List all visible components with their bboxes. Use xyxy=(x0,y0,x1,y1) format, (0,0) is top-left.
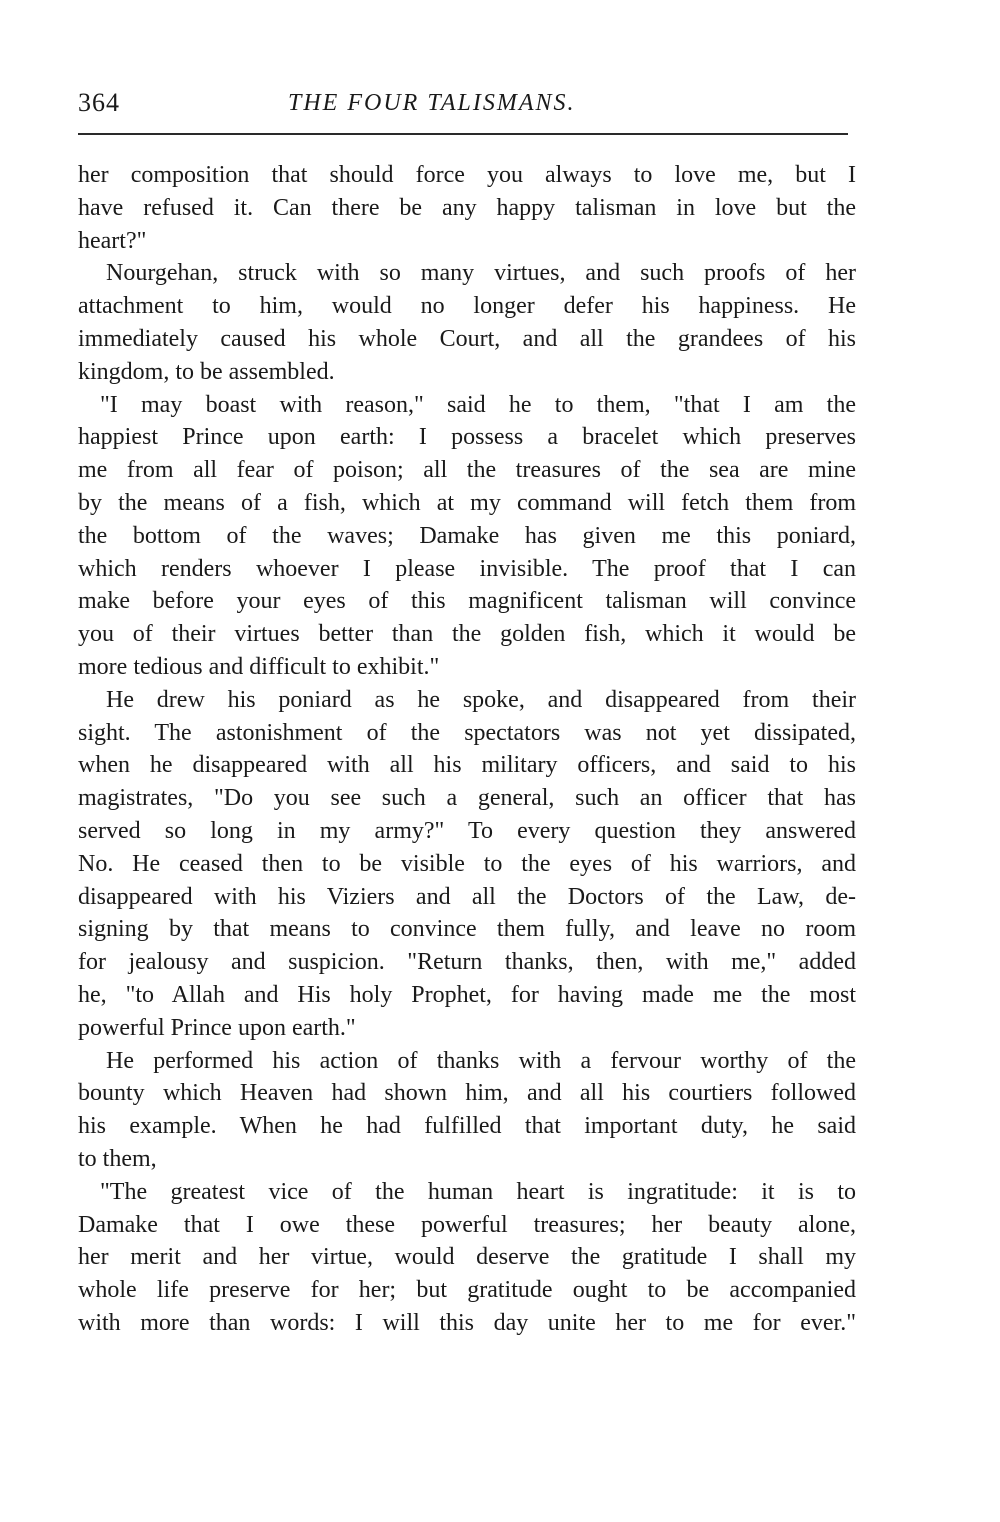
text-line: to them, xyxy=(78,1145,157,1172)
text-line: when he disappeared with all his military officers, and said to his xyxy=(78,752,856,779)
text-line: Nourgehan, struck with so many virtues, and such proofs of her xyxy=(106,260,856,287)
text-line: the bottom of the waves; Damake has given me this poniard, xyxy=(78,522,856,549)
text-line: heart?" xyxy=(78,227,147,254)
text-line: you of their virtues better than the golden fish, which it would be xyxy=(78,621,856,648)
text-line: He drew his poniard as he spoke, and disappeared from their xyxy=(106,686,856,713)
text-line: "I may boast with reason," said he to them, "that I am the xyxy=(100,391,856,418)
text-line: his example. When he had fulfilled that important duty, he said xyxy=(78,1113,856,1140)
text-line: Damake that I owe these powerful treasures; her beauty alone, xyxy=(78,1211,856,1238)
text-line: her composition that should force you always to love me, but I xyxy=(78,162,856,188)
text-line: more tedious and difficult to exhibit." xyxy=(78,653,440,680)
text-line: disappeared with his Viziers and all the Doctors of the Law, de- xyxy=(78,883,856,910)
text-line: "The greatest vice of the human heart is ingratitude: it is to xyxy=(100,1178,856,1205)
text-line: happiest Prince upon earth: I possess a bracelet which preserves xyxy=(78,424,856,451)
text-line: have refused it. Can there be any happy talisman in love but the xyxy=(78,194,856,221)
text-line: her merit and her virtue, would deserve the gratitude I shall my xyxy=(78,1244,856,1271)
text-line: for jealousy and suspicion. "Return thanks, then, with me," added xyxy=(78,949,856,976)
text-line: with more than words: I will this day unite her to me for ever." xyxy=(78,1309,856,1336)
text-line: me from all fear of poison; all the treasures of the sea are mine xyxy=(78,457,856,484)
page-number: 364 xyxy=(78,88,120,117)
text-line: bounty which Heaven had shown him, and all his courtiers followed xyxy=(78,1080,856,1107)
text-line: magistrates, "Do you see such a general, such an officer that has xyxy=(78,785,856,812)
page-header xyxy=(78,88,848,128)
text-line: sight. The astonishment of the spectators was not yet dissipated, xyxy=(78,719,856,746)
text-line: powerful Prince upon earth." xyxy=(78,1014,356,1041)
body-text xyxy=(78,159,856,1340)
header-rule xyxy=(78,133,848,135)
text-line: make before your eyes of this magnificent talisman will convince xyxy=(78,588,856,615)
text-line: he, "to Allah and His holy Prophet, for having made me the most xyxy=(78,981,856,1008)
running-title: THE FOUR TALISMANS. xyxy=(288,90,576,116)
text-line: served so long in my army?" To every question they answered xyxy=(78,817,856,844)
text-line: He performed his action of thanks with a fervour worthy of the xyxy=(106,1047,856,1074)
text-line: which renders whoever I please invisible. The proof that I can xyxy=(78,555,856,582)
text-line: signing by that means to convince them fully, and leave no room xyxy=(78,916,856,943)
text-line: kingdom, to be assembled. xyxy=(78,358,335,385)
text-line: by the means of a fish, which at my command will fetch them from xyxy=(78,489,856,516)
text-line: immediately caused his whole Court, and all the grandees of his xyxy=(78,325,856,352)
text-line: attachment to him, would no longer defer his happiness. He xyxy=(78,293,856,320)
text-line: whole life preserve for her; but gratitude ought to be accompanied xyxy=(78,1277,856,1304)
text-line: No. He ceased then to be visible to the eyes of his warriors, and xyxy=(78,850,856,877)
